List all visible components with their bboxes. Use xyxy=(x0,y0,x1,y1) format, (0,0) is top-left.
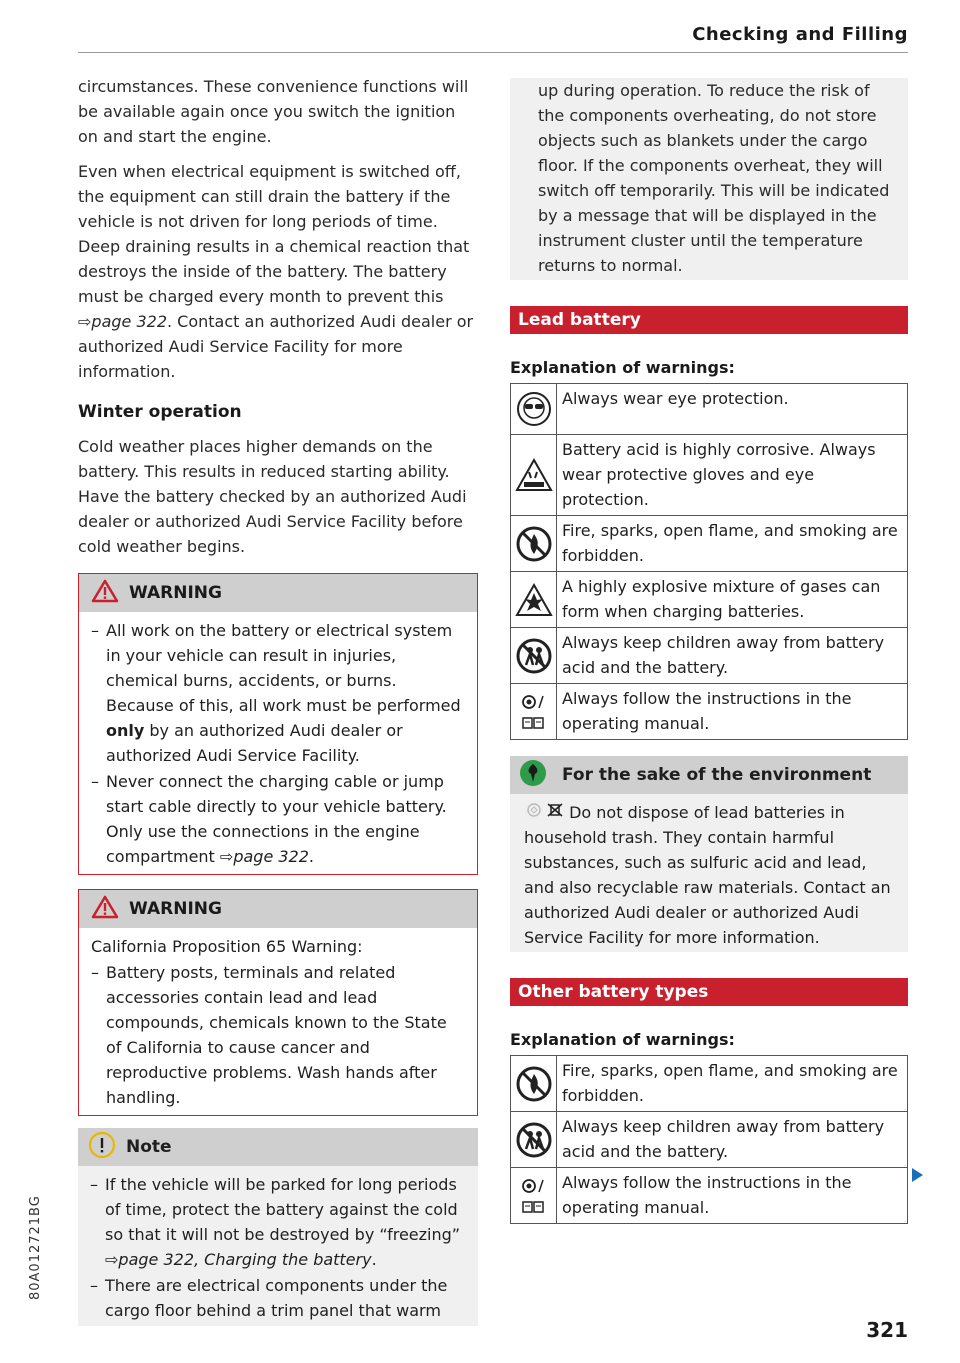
document-code: 80A012721BG xyxy=(28,1195,43,1300)
warning-triangle-icon xyxy=(91,895,119,923)
warning-box-prop65 xyxy=(78,889,478,1116)
explosive-icon xyxy=(511,575,556,625)
note-box xyxy=(78,1128,478,1326)
warning-item-cable-tail: . xyxy=(308,847,315,866)
warning-header-prop65 xyxy=(79,890,477,928)
paragraph-drain-tail: . Contact an authorized Audi dealer or authorized Audi Service Facility for more information. xyxy=(78,312,474,381)
emphasis-only: only xyxy=(106,721,145,740)
environment-paragraph xyxy=(524,800,894,950)
xref-charging-battery[interactable]: ⇨page 322, Charging the battery xyxy=(105,1250,372,1269)
paragraph-convenience: circumstances. These convenience functions will be available again once you switch the ignition on and start the engine. xyxy=(78,77,469,146)
warning-label: WARNING xyxy=(129,583,222,603)
note-continuation xyxy=(510,78,908,280)
table-row xyxy=(511,684,908,740)
prop65-item-text: Battery posts, terminals and related accessories contain lead and lead compounds, chemicals known to the State of California to cause cancer and reproductive problems. Wash hands after handling. xyxy=(106,963,447,1107)
paragraph-winter: Cold weather places higher demands on the battery. This results in reduced starting ability. Have the battery checked by an authorized Audi dealer or authorized Audi Service Facility before cold weather begins. xyxy=(78,437,467,556)
prop65-item: – Battery posts, terminals and related accessories contain lead and lead compounds, chemicals known to the State of California to cause cancer and reproductive problems. Wash hands after handling. xyxy=(91,963,447,1107)
note-info-icon xyxy=(88,1131,116,1163)
recycle-bin-icon xyxy=(524,803,569,822)
warning-box-electrical xyxy=(78,573,478,875)
warning-triangle-icon xyxy=(91,579,119,607)
environment-tree-icon xyxy=(518,758,548,792)
warning-item-work-tail: by an authorized Audi dealer or authorized Audi Service Facility. xyxy=(106,721,403,765)
header-divider xyxy=(78,52,908,53)
lead-row-eye: Always wear eye protection. xyxy=(557,384,908,435)
lead-row-fire: Fire, sparks, open flame, and smoking are forbidden. xyxy=(557,516,908,572)
warning-item-cable-text: Never connect the charging cable or jump start cable directly to your vehicle battery. Only use the connections in the engine compartment xyxy=(106,772,447,866)
section-bar-lead-battery: Lead battery xyxy=(510,306,908,334)
warning-label: WARNING xyxy=(129,899,222,919)
lead-row-corrosive: Battery acid is highly corrosive. Always wear protective gloves and eye protection. xyxy=(557,435,908,516)
no-fire-icon xyxy=(511,519,556,569)
note-item-parked-text: If the vehicle will be parked for long periods of time, protect the battery against the cold so that it will not be destroyed by “freezing” xyxy=(105,1175,461,1244)
table-row xyxy=(511,384,908,435)
note-item-parked: – If the vehicle will be parked for long periods of time, protect the battery against the cold so that it will not be destroyed by “freezing” ⇨page 322, Charging the battery. xyxy=(90,1175,461,1269)
note-continuation-text: up during operation. To reduce the risk of the components overheating, do not store objects such as blankets under the cargo floor. If the components overheat, they will switch off temporarily. This will be indicated by a message that will be displayed in the instrument cluster until the temperature returns to normal. xyxy=(538,81,890,275)
table-row xyxy=(511,1168,908,1224)
environment-label: For the sake of the environment xyxy=(562,765,872,785)
note-label: Note xyxy=(126,1137,172,1157)
explanation-heading-other: Explanation of warnings: xyxy=(510,1030,735,1049)
note-item-components: – There are electrical components under the cargo floor behind a trim panel that warm xyxy=(90,1276,448,1320)
section-bar-other-battery: Other battery types xyxy=(510,978,908,1006)
manual-icon xyxy=(511,687,556,737)
table-row xyxy=(511,1056,908,1112)
lead-warnings-table xyxy=(510,383,908,740)
no-fire-icon xyxy=(511,1059,556,1109)
table-row xyxy=(511,628,908,684)
page-number: 321 xyxy=(866,1318,908,1342)
keep-children-away-icon xyxy=(511,1115,556,1165)
lead-row-explosive: A highly explosive mixture of gases can form when charging batteries. xyxy=(557,572,908,628)
note-header xyxy=(78,1128,478,1166)
note-item-parked-tail: . xyxy=(371,1250,377,1269)
xref-page-322-engine[interactable]: ⇨page 322 xyxy=(219,847,309,866)
corrosive-icon xyxy=(511,450,556,500)
other-row-manual: Always follow the instructions in the operating manual. xyxy=(557,1168,908,1224)
lead-row-children: Always keep children away from battery acid and the battery. xyxy=(557,628,908,684)
continue-arrow-icon[interactable] xyxy=(912,1168,923,1182)
table-row xyxy=(511,572,908,628)
other-row-fire: Fire, sparks, open flame, and smoking are forbidden. xyxy=(557,1056,908,1112)
paragraph-drain-text: Even when electrical equipment is switched off, the equipment can still drain the battery if the vehicle is not driven for long periods of time. Deep draining results in a chemical reaction that destroys the inside of the battery. The battery must be charged every month to prevent this xyxy=(78,162,470,306)
lead-row-manual: Always follow the instructions in the operating manual. xyxy=(557,684,908,740)
prop65-intro: California Proposition 65 Warning: xyxy=(91,937,363,956)
table-row xyxy=(511,435,908,516)
environment-header xyxy=(510,756,908,794)
other-row-children: Always keep children away from battery acid and the battery. xyxy=(557,1112,908,1168)
keep-children-away-icon xyxy=(511,631,556,681)
paragraph-drain xyxy=(78,159,478,384)
left-column xyxy=(78,74,478,1326)
environment-box xyxy=(510,756,908,952)
warning-header xyxy=(79,574,477,612)
table-row xyxy=(511,1112,908,1168)
right-column xyxy=(510,78,908,1224)
warning-item-cable: – Never connect the charging cable or jump start cable directly to your vehicle battery. Only use the connections in the engine compartment ⇨page 322. xyxy=(91,772,447,866)
page-header-title: Checking and Filling xyxy=(692,24,908,45)
warning-item-work: – All work on the battery or electrical system in your vehicle can result in injuries, chemical burns, accidents, or burns. Because of this, all work must be performed only by an authorized Audi dealer or authorized Audi Service Facility. xyxy=(91,621,461,765)
explanation-heading-lead: Explanation of warnings: xyxy=(510,358,735,377)
eye-protection-icon xyxy=(511,384,556,434)
other-warnings-table xyxy=(510,1055,908,1224)
warning-item-work-text: All work on the battery or electrical system in your vehicle can result in injuries, chemical burns, accidents, or burns. Because of this, all work must be performed xyxy=(106,621,461,715)
environment-text: Do not dispose of lead batteries in household trash. They contain harmful substances, such as sulfuric acid and lead, and also recyclable raw materials. Contact an authorized Audi dealer or authorized Audi Service Facility for more information. xyxy=(524,803,891,947)
winter-operation-heading: Winter operation xyxy=(78,402,242,422)
manual-icon xyxy=(511,1171,556,1221)
xref-page-322[interactable]: ⇨page 322 xyxy=(78,312,167,331)
table-row xyxy=(511,516,908,572)
note-item-components-text: There are electrical components under the cargo floor behind a trim panel that warm xyxy=(105,1276,448,1320)
